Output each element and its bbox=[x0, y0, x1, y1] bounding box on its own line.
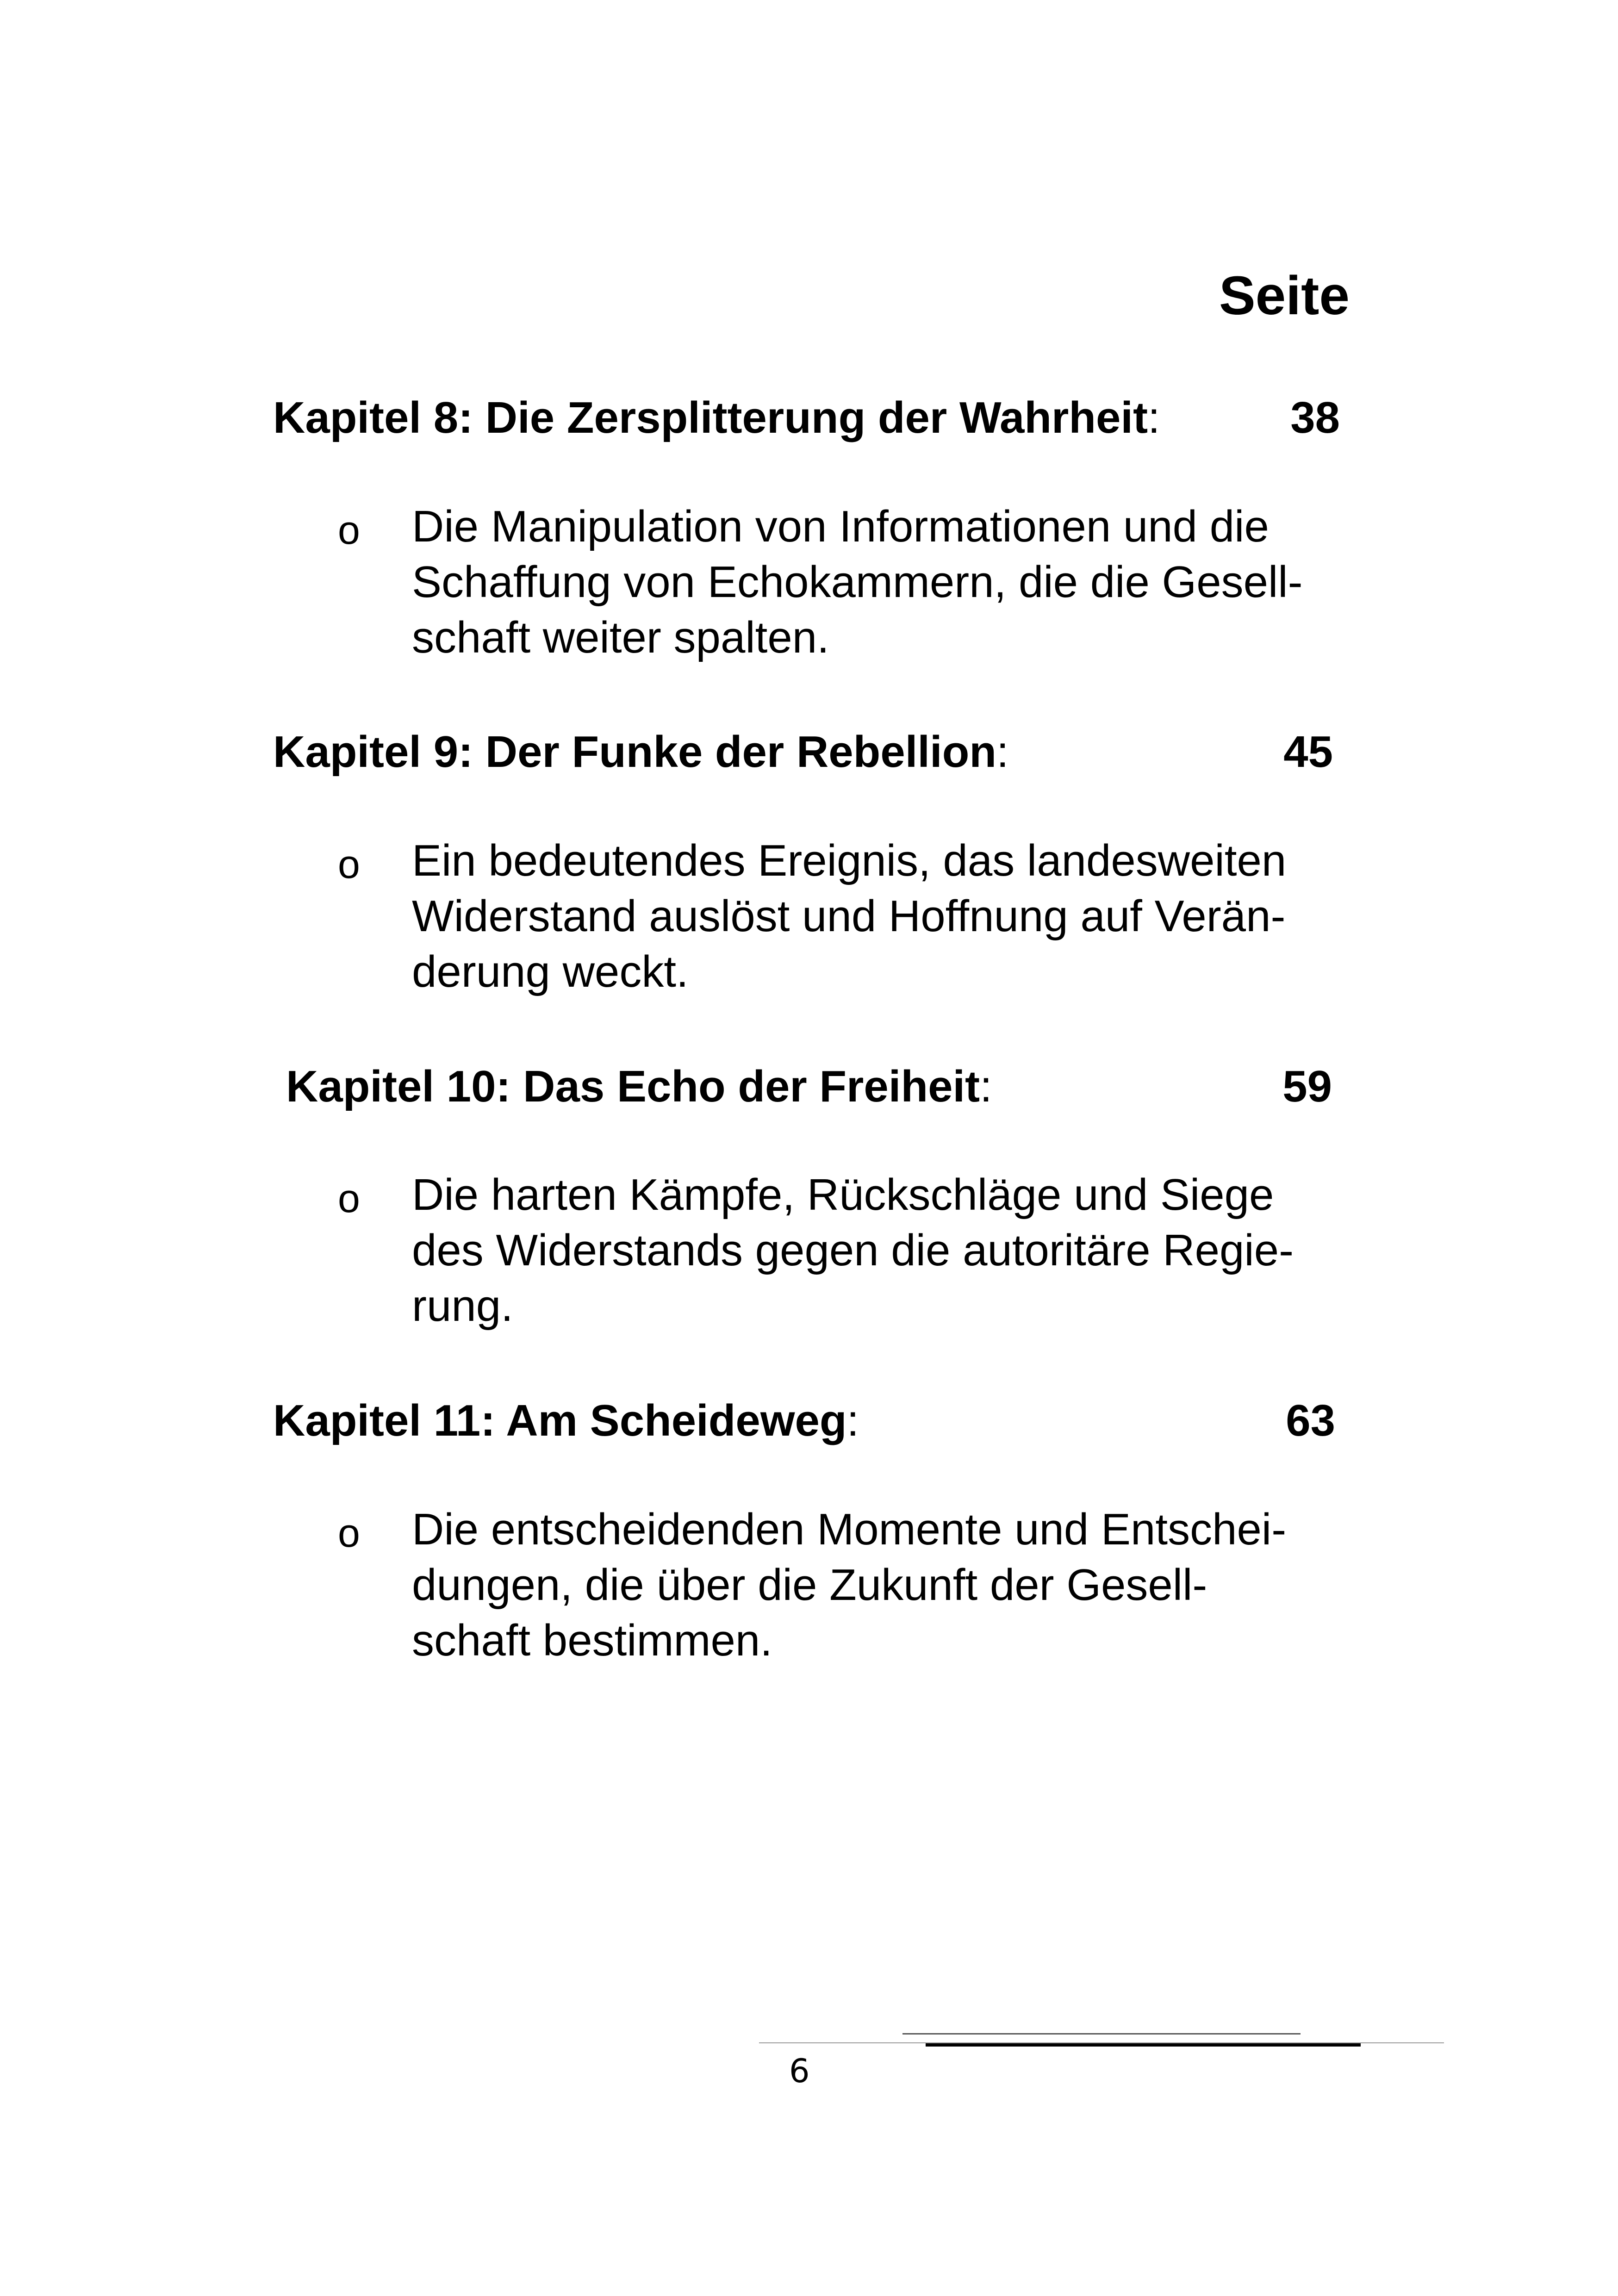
bullet-marker: o bbox=[338, 1176, 360, 1221]
page-number: 6 bbox=[789, 2052, 810, 2090]
chapter-heading-9 bbox=[273, 727, 1338, 777]
summary-line: derung weckt. bbox=[412, 947, 689, 996]
chapter-page-number: 63 bbox=[1286, 1396, 1335, 1445]
bullet-marker: o bbox=[338, 1511, 360, 1556]
summary-line: rung. bbox=[412, 1281, 513, 1331]
chapter-title: Kapitel 8: Die Zersplitterung der Wahrheit bbox=[273, 393, 1148, 442]
summary-line: Schaffung von Echokammern, die die Gesell- bbox=[412, 557, 1303, 607]
chapter-colon: : bbox=[996, 727, 1009, 777]
chapter-page-number: 38 bbox=[1290, 393, 1340, 442]
summary-text bbox=[412, 833, 1338, 1000]
summary-text bbox=[412, 1502, 1338, 1668]
summary-text bbox=[412, 1167, 1338, 1334]
page-column-header: Seite bbox=[1219, 265, 1350, 326]
summary-line: Die harten Kämpfe, Rückschläge und Siege bbox=[412, 1170, 1274, 1220]
bullet-marker: o bbox=[338, 842, 360, 887]
chapter-page-number: 59 bbox=[1282, 1062, 1332, 1111]
chapter-colon: : bbox=[980, 1062, 992, 1111]
footer-rule-thick bbox=[926, 2043, 1361, 2047]
summary-line: schaft bestimmen. bbox=[412, 1616, 772, 1665]
chapter-title: Kapitel 9: Der Funke der Rebellion bbox=[273, 727, 996, 777]
chapter-page-number: 45 bbox=[1283, 727, 1333, 777]
summary-line: Die entscheidenden Momente und Entschei- bbox=[412, 1505, 1287, 1554]
chapter-colon: : bbox=[846, 1396, 859, 1445]
chapter-heading-11 bbox=[273, 1396, 1338, 1445]
bullet-marker: o bbox=[338, 508, 360, 553]
summary-line: Widerstand auslöst und Hoffnung auf Verän- bbox=[412, 891, 1286, 941]
summary-text bbox=[412, 499, 1338, 666]
chapter-title: Kapitel 11: Am Scheideweg bbox=[273, 1396, 847, 1445]
summary-line: schaft weiter spalten. bbox=[412, 613, 829, 662]
chapter-heading-10 bbox=[286, 1064, 1350, 1109]
chapter-heading-8 bbox=[273, 393, 1340, 442]
summary-line: des Widerstands gegen die autoritäre Regie- bbox=[412, 1226, 1294, 1275]
summary-line: Ein bedeutendes Ereignis, das landesweiten bbox=[412, 836, 1287, 885]
summary-line: Die Manipulation von Informationen und die bbox=[412, 502, 1269, 551]
chapter-colon: : bbox=[1148, 393, 1160, 442]
footer-rule-short bbox=[902, 2033, 1301, 2035]
summary-line: dungen, die über die Zukunft der Gesell- bbox=[412, 1560, 1207, 1610]
chapter-title: Kapitel 10: Das Echo der Freiheit bbox=[286, 1062, 980, 1111]
